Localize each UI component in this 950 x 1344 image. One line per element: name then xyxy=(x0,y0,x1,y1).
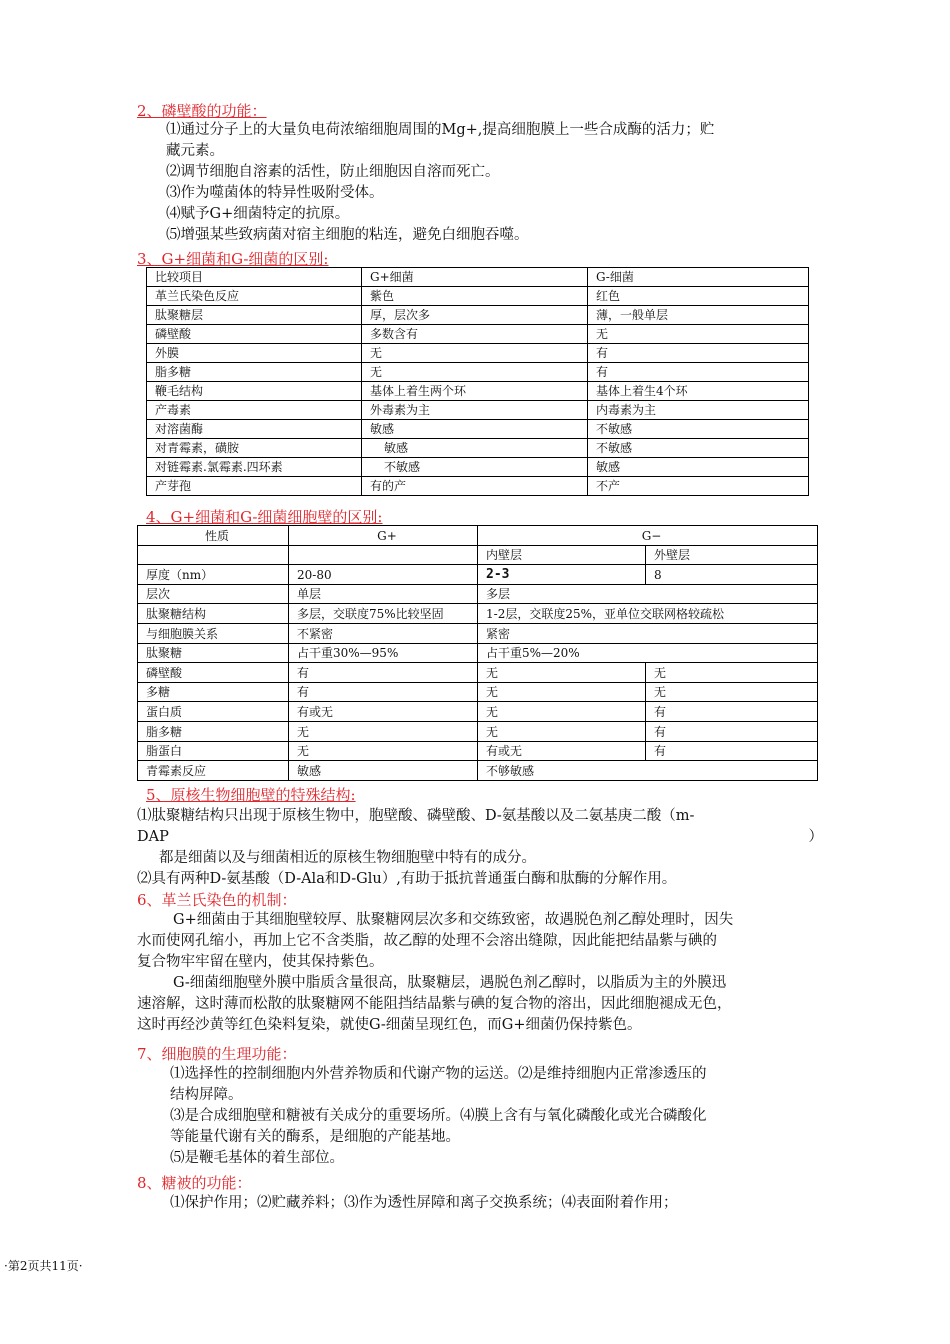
table-cell: 不敏感 xyxy=(588,420,809,439)
table-header-cell: 内壁层 xyxy=(478,545,646,565)
table-cell: 厚，层次多 xyxy=(362,306,588,325)
table-row xyxy=(147,439,809,458)
table-cell: 对青霉素，磺胺 xyxy=(147,439,362,458)
table-cell: 不够敏感 xyxy=(478,761,818,781)
list-item: ⑷赋予G+细菌特定的抗原。 xyxy=(166,206,350,222)
table-cell: 多层 xyxy=(478,584,818,604)
table-cell: 无 xyxy=(478,702,646,722)
table-cell: 无 xyxy=(646,663,818,683)
table-cell: 无 xyxy=(478,682,646,702)
paragraph-line: 都是细菌以及与细菌相近的原核生物细胞壁中特有的成分。 xyxy=(159,850,536,866)
table-cell: 层次 xyxy=(138,584,289,604)
table-cell: 有 xyxy=(289,663,478,683)
table-cell: 敏感 xyxy=(362,420,588,439)
table-row xyxy=(138,721,818,741)
section-2-body xyxy=(166,120,826,246)
table-cell: 基体上着生两个环 xyxy=(362,382,588,401)
table-row xyxy=(138,604,818,624)
table-header-cell: G+细菌 xyxy=(362,268,588,287)
table-cell: 脂蛋白 xyxy=(138,741,289,761)
table-cell xyxy=(289,545,478,565)
table-row xyxy=(138,584,818,604)
section-8-body xyxy=(170,1193,810,1214)
table-row xyxy=(147,401,809,420)
table-cell: 蛋白质 xyxy=(138,702,289,722)
section-5-title: 5、原核生物细胞壁的特殊结构: xyxy=(146,786,356,804)
table-header-cell: G-细菌 xyxy=(588,268,809,287)
table-row xyxy=(138,702,818,722)
table-row xyxy=(138,741,818,761)
table-cell: 不敏感 xyxy=(362,458,588,477)
table-row xyxy=(147,325,809,344)
table-cell: 20-80 xyxy=(289,565,478,585)
table-row xyxy=(138,623,818,643)
table-cell: 有 xyxy=(588,363,809,382)
list-item: 藏元素。 xyxy=(166,143,224,159)
table-cell: 敏感 xyxy=(588,458,809,477)
section-7-title: 7、细胞膜的生理功能： xyxy=(137,1045,297,1063)
table-cell: 无 xyxy=(289,721,478,741)
paragraph-line: ⑴肽聚糖结构只出现于原核生物中，胞壁酸、磷壁酸、D-氨基酸以及二氨基庚二酸（m- xyxy=(137,808,695,824)
table-cell: 单层 xyxy=(289,584,478,604)
cell-wall-table xyxy=(137,525,818,781)
table-cell: 紫色 xyxy=(362,287,588,306)
table-cell: 无 xyxy=(588,325,809,344)
table-cell: 有 xyxy=(646,702,818,722)
table-cell: 多层，交联度75%比较坚固 xyxy=(289,604,478,624)
paragraph-line: 结构屏障。 xyxy=(170,1087,243,1103)
table-cell: 基体上着生4个环 xyxy=(588,382,809,401)
list-item: ⑸增强某些致病菌对宿主细胞的粘连，避免白细胞吞噬。 xyxy=(166,227,529,243)
table-cell: 厚度（nm） xyxy=(138,565,289,585)
gram-comparison-table xyxy=(146,267,809,496)
table-cell: 对溶菌酶 xyxy=(147,420,362,439)
table-header-row xyxy=(138,545,818,565)
table-cell: 脂多糖 xyxy=(138,721,289,741)
table-cell: 无 xyxy=(646,682,818,702)
table-cell: 有的产 xyxy=(362,477,588,496)
table-row xyxy=(147,363,809,382)
section-5-body xyxy=(137,806,827,890)
table-row xyxy=(147,382,809,401)
table-cell: 肽聚糖层 xyxy=(147,306,362,325)
section-8-title: 8、糖被的功能： xyxy=(137,1174,252,1192)
table-cell: 不紧密 xyxy=(289,623,478,643)
table-cell: 有或无 xyxy=(478,741,646,761)
inline-text: ） xyxy=(808,829,823,845)
table-cell: 多数含有 xyxy=(362,325,588,344)
table-cell: 脂多糖 xyxy=(147,363,362,382)
table-cell: 有 xyxy=(289,682,478,702)
table-cell: 有 xyxy=(646,741,818,761)
table-row xyxy=(138,565,818,585)
table-cell: 有 xyxy=(646,721,818,741)
table-header-row xyxy=(138,526,818,546)
table-cell: 产毒素 xyxy=(147,401,362,420)
list-item: ⑶作为噬菌体的特异性吸附受体。 xyxy=(166,185,384,201)
table-row xyxy=(147,344,809,363)
inline-text: DAP xyxy=(137,829,169,845)
table-cell: 无 xyxy=(478,663,646,683)
paragraph-line: G-细菌细胞壁外膜中脂质含量很高，肽聚糖层，遇脱色剂乙醇时，以脂质为主的外膜迅 xyxy=(173,975,727,991)
table-cell: 无 xyxy=(362,363,588,382)
table-row xyxy=(138,682,818,702)
table-cell: 鞭毛结构 xyxy=(147,382,362,401)
table-cell: 肽聚糖结构 xyxy=(138,604,289,624)
table-cell: 肽聚糖 xyxy=(138,643,289,663)
table-row xyxy=(138,761,818,781)
section-6-title: 6、革兰氏染色的机制： xyxy=(137,891,297,909)
table-row xyxy=(147,306,809,325)
section-3-title: 3、G+细菌和G-细菌的区别: xyxy=(137,250,329,268)
paragraph-line: ⑴保护作用；⑵贮藏养料；⑶作为透性屏障和离子交换系统；⑷表面附着作用； xyxy=(170,1195,678,1211)
section-2-title: 2、磷壁酸的功能： xyxy=(137,102,267,120)
table-cell: 外毒素为主 xyxy=(362,401,588,420)
table-cell: 有 xyxy=(588,344,809,363)
table-cell: 无 xyxy=(362,344,588,363)
paragraph-line xyxy=(137,827,827,848)
table-row xyxy=(147,420,809,439)
table-cell: 敏感 xyxy=(289,761,478,781)
table-cell: 磷壁酸 xyxy=(147,325,362,344)
page-number: ·第2页共11页· xyxy=(4,1259,83,1273)
table-cell: 2-3 xyxy=(478,565,646,585)
table-cell: 内毒素为主 xyxy=(588,401,809,420)
paragraph-line: ⑶是合成细胞壁和糖被有关成分的重要场所。⑷膜上含有与氧化磷酸化或光合磷酸化 xyxy=(170,1108,707,1124)
table-header-cell: 外壁层 xyxy=(646,545,818,565)
table-row xyxy=(147,477,809,496)
table-cell: 8 xyxy=(646,565,818,585)
table-cell: 无 xyxy=(289,741,478,761)
table-cell: 占干重30%—95% xyxy=(289,643,478,663)
table-cell: 紧密 xyxy=(478,623,818,643)
paragraph-line: G+细菌由于其细胞壁较厚、肽聚糖网层次多和交练致密，故遇脱色剂乙醇处理时，因失 xyxy=(173,912,734,928)
table-cell: 占干重5%—20% xyxy=(478,643,818,663)
paragraph-line: 等能量代谢有关的酶系，是细胞的产能基地。 xyxy=(170,1129,460,1145)
paragraph-line: ⑸是鞭毛基体的着生部位。 xyxy=(170,1150,344,1166)
table-cell: 对链霉素.氯霉素.四环素 xyxy=(147,458,362,477)
table-row xyxy=(138,663,818,683)
table-cell: 敏感 xyxy=(362,439,588,458)
table-cell: 薄，一般单层 xyxy=(588,306,809,325)
table-cell: 1-2层，交联度25%，亚单位交联网格较疏松 xyxy=(478,604,818,624)
table-cell: 不产 xyxy=(588,477,809,496)
table-cell: 磷壁酸 xyxy=(138,663,289,683)
table-header-cell: 比较项目 xyxy=(147,268,362,287)
table-cell: 外膜 xyxy=(147,344,362,363)
section-7-body xyxy=(170,1064,830,1169)
paragraph-line: ⑴选择性的控制细胞内外营养物质和代谢产物的运送。⑵是维持细胞内正常渗透压的 xyxy=(170,1066,707,1082)
table-cell: 产芽孢 xyxy=(147,477,362,496)
list-item: ⑵调节细胞自溶素的活性，防止细胞因自溶而死亡。 xyxy=(166,164,500,180)
list-item: ⑴通过分子上的大量负电荷浓缩细胞周围的Mg+,提高细胞膜上一些合成酶的活力；贮 xyxy=(166,122,715,138)
paragraph-line: 复合物牢牢留在壁内，使其保持紫色。 xyxy=(137,954,384,970)
table-header-cell: 性质 xyxy=(138,526,289,546)
paragraph-line: 速溶解，这时薄而松散的肽聚糖网不能阻挡结晶紫与碘的复合物的溶出，因此细胞褪成无色， xyxy=(137,996,732,1012)
table-cell: 多糖 xyxy=(138,682,289,702)
paragraph-line: ⑵具有两种D-氨基酸（D-Ala和D-Glu）,有助于抵抗普通蛋白酶和肽酶的分解作用。 xyxy=(137,871,677,887)
table-row xyxy=(147,287,809,306)
table-header-cell: G− xyxy=(478,526,818,546)
table-cell: 不敏感 xyxy=(588,439,809,458)
table-cell: 红色 xyxy=(588,287,809,306)
paragraph-line: 水而使网孔缩小，再加上它不含类脂，故乙醇的处理不会溶出缝隙，因此能把结晶紫与碘的 xyxy=(137,933,717,949)
table-row xyxy=(147,458,809,477)
table-header-cell: G+ xyxy=(289,526,478,546)
table-row xyxy=(138,643,818,663)
section-4-title: 4、G+细菌和G-细菌细胞壁的区别: xyxy=(146,508,383,526)
table-cell: 革兰氏染色反应 xyxy=(147,287,362,306)
table-cell: 有或无 xyxy=(289,702,478,722)
paragraph-line: 这时再经沙黄等红色染料复染，就使G-细菌呈现红色，而G+细菌仍保持紫色。 xyxy=(137,1017,642,1033)
table-cell xyxy=(138,545,289,565)
table-header-row xyxy=(147,268,809,287)
table-cell: 无 xyxy=(478,721,646,741)
table-cell: 青霉素反应 xyxy=(138,761,289,781)
table-cell: 与细胞膜关系 xyxy=(138,623,289,643)
section-6-body xyxy=(137,910,827,1036)
